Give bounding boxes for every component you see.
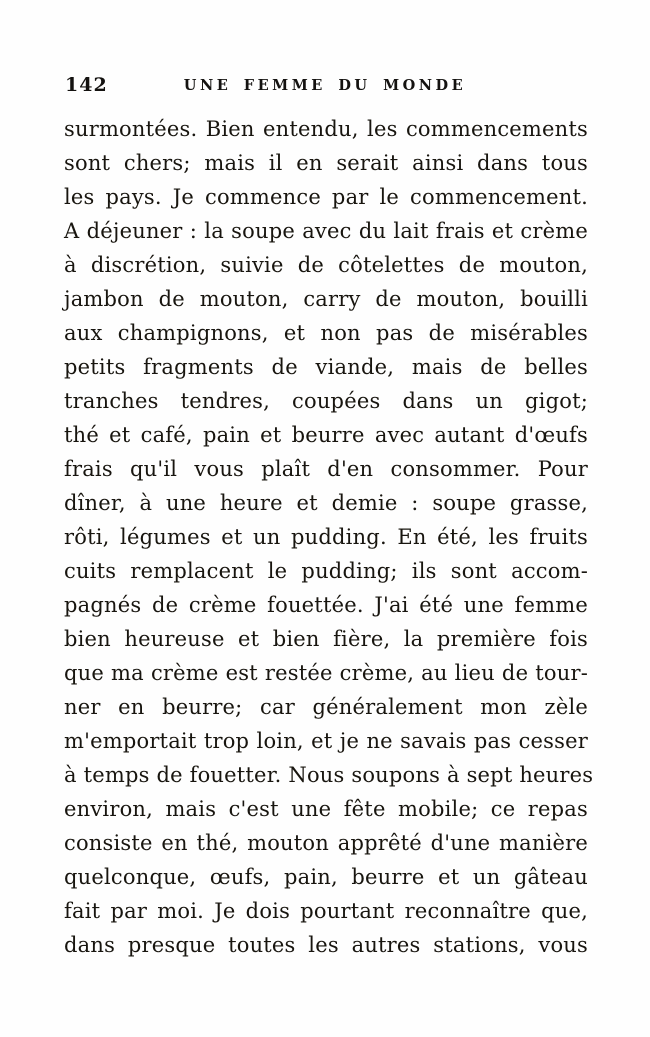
text-line: jambon de mouton, carry de mouton, bouilli [64, 287, 588, 311]
text-line: bien heureuse et bien fière, la première fois [64, 627, 588, 651]
text-line: consiste en thé, mouton apprêté d'une manière [64, 831, 588, 855]
text-line: m'emportait trop loin, et je ne savais pas cesser [64, 729, 588, 753]
text-line: cuits remplacent le pudding; ils sont accom- [64, 559, 588, 583]
text-line: les pays. Je commence par le commencement. [64, 185, 588, 209]
text-line: tranches tendres, coupées dans un gigot; [64, 389, 588, 413]
text-line: environ, mais c'est une fête mobile; ce repas [64, 797, 588, 821]
text-line: frais qu'il vous plaît d'en consommer. Pour [64, 457, 588, 481]
text-line: dans presque toutes les autres stations, vous [64, 933, 588, 957]
text-line: quelconque, œufs, pain, beurre et un gâteau [64, 865, 588, 889]
running-title: UNE FEMME DU MONDE [183, 77, 467, 94]
text-line: rôti, légumes et un pudding. En été, les fruits [64, 525, 588, 549]
text-line: aux champignons, et non pas de misérables [64, 321, 588, 345]
text-line: surmontées. Bien entendu, les commencements [64, 117, 588, 141]
text-line: A déjeuner : la soupe avec du lait frais et crème [64, 219, 588, 243]
page-number: 142 [65, 74, 108, 96]
body-text [64, 112, 594, 962]
text-line: thé et café, pain et beurre avec autant d'œufs [64, 423, 588, 447]
text-line: petits fragments de viande, mais de belles [64, 355, 588, 379]
text-line: à discrétion, suivie de côtelettes de mouton, [64, 253, 588, 277]
text-line: fait par moi. Je dois pourtant reconnaître que, [64, 899, 588, 923]
text-line: sont chers; mais il en serait ainsi dans tous [64, 151, 588, 175]
text-line: dîner, à une heure et demie : soupe grasse, [64, 491, 588, 515]
page-header [65, 74, 585, 98]
text-line: ner en beurre; car généralement mon zèle [64, 695, 588, 719]
text-line: que ma crème est restée crème, au lieu de tour- [64, 661, 588, 685]
text-line: pagnés de crème fouettée. J'ai été une femme [64, 593, 588, 617]
text-line: à temps de fouetter. Nous soupons à sept heures [64, 763, 594, 787]
